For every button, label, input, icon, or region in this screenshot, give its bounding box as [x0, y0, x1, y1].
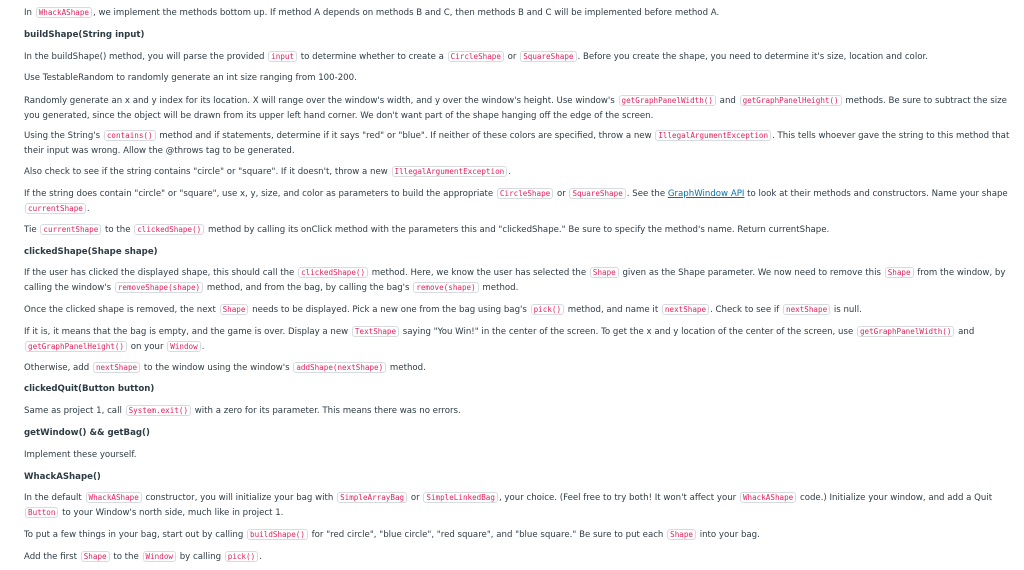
inline-code: clickedShape()	[134, 224, 204, 235]
whackashape-paragraph-1	[24, 491, 1016, 520]
inline-code: IllegalArgumentException	[655, 130, 771, 141]
inline-code: nextShape	[662, 304, 709, 315]
inline-code: Shape	[885, 267, 914, 278]
inline-code: contains()	[104, 130, 156, 141]
text-run: method.	[479, 282, 519, 293]
text-run: and	[955, 327, 975, 337]
clickedshape-paragraph-1	[24, 266, 1016, 295]
text-run: In the default	[24, 493, 85, 503]
text-run: getWindow() && getBag()	[24, 428, 150, 438]
clickedshape-paragraph-3	[24, 325, 1016, 354]
text-run: method, and name it	[565, 305, 661, 315]
text-run: to your Window's north side, much like in project 1.	[59, 507, 284, 518]
inline-code: remove(shape)	[413, 282, 478, 293]
intro-paragraph	[24, 6, 1016, 21]
text-run: Also check to see if the string contains "circle" or "square". If it doesn't, throw a new	[24, 167, 391, 177]
text-run: .	[201, 341, 205, 352]
inline-code: SimpleLinkedBag	[423, 492, 498, 503]
buildshape-paragraph-4	[24, 129, 1016, 158]
whackashape-heading	[24, 470, 1016, 485]
inline-code: WhackAShape	[86, 492, 142, 503]
text-run: method. Here, we know the user has selected the	[369, 268, 589, 278]
inline-code: SquareShape	[520, 51, 576, 62]
text-run: , your choice. (Feel free to try both! It won't affect your	[498, 493, 739, 503]
text-run: Use TestableRandom to randomly generate an int size ranging from 100-200.	[24, 73, 357, 83]
inline-code: getGraphPanelWidth()	[619, 95, 716, 106]
clickedquit-paragraph	[24, 404, 1016, 419]
buildshape-paragraph-3	[24, 94, 1016, 123]
text-run: to the	[102, 225, 134, 235]
inline-code: Shape	[667, 529, 696, 540]
whackashape-paragraph-2	[24, 528, 1016, 543]
text-run: In the buildShape() method, you will parse the provided	[24, 52, 268, 62]
text-run: Once the clicked shape is removed, the next	[24, 305, 219, 315]
clickedshape-heading	[24, 245, 1016, 260]
text-run: clickedQuit(Button button)	[24, 384, 155, 394]
inline-code: removeShape(shape)	[115, 282, 203, 293]
text-run: to determine whether to create a	[298, 52, 447, 62]
buildshape-paragraph-6	[24, 187, 1016, 216]
text-run: from the window, by calling the window's	[24, 268, 1006, 293]
inline-code: pick()	[225, 551, 258, 562]
text-run: If the string does contain "circle" or "square", use x, y, size, and color as parameters to build the appropriate	[24, 189, 496, 199]
text-run: Tie	[24, 225, 40, 235]
text-run: . This tells whoever gave the string to this method that their input was wrong. Allow the @throws tag to be generated.	[24, 131, 1010, 156]
text-run: by calling	[176, 552, 224, 562]
text-run: , we implement the methods bottom up. If method A depends on methods B and C, then methods B and C will be implemented before method A.	[93, 8, 720, 18]
inline-code: input	[268, 51, 297, 62]
buildshape-paragraph-2	[24, 71, 1016, 86]
text-run: methods. Be sure to subtract the size you generated, since the object will be drawn from its upper left hand corner. We don't want part of the shape hanging off the edge of the screen.	[24, 96, 1007, 121]
buildshape-paragraph-7	[24, 223, 1016, 238]
text-run: .	[259, 552, 262, 562]
text-run: to the	[110, 552, 142, 562]
text-run: To put a few things in your bag, start out by calling	[24, 530, 247, 540]
api-link[interactable]: GraphWindow API	[667, 189, 745, 199]
text-run: If it is, it means that the bag is empty, and the game is over. Display a new	[24, 327, 351, 337]
text-run: . Check to see if	[710, 305, 782, 315]
buildshape-heading	[24, 28, 1016, 43]
text-run: method.	[387, 363, 426, 373]
text-run: given as the Shape parameter. We now need to remove this	[619, 268, 884, 278]
inline-code: Button	[25, 507, 58, 518]
inline-code: Window	[167, 341, 200, 352]
whackashape-paragraph-3	[24, 550, 1016, 565]
inline-code: currentShape	[25, 203, 86, 214]
clickedshape-paragraph-4	[24, 361, 1016, 376]
text-run: and	[716, 96, 739, 106]
text-run: constructor, you will initialize your bag with	[142, 493, 337, 503]
getwindow-getbag-paragraph	[24, 448, 1016, 463]
text-run: In	[24, 8, 35, 18]
text-run: Add the first	[24, 552, 80, 562]
inline-code: CircleShape	[448, 51, 504, 62]
clickedquit-heading	[24, 382, 1016, 397]
text-run: for "red circle", "blue circle", "red square", and "blue square." Be sure to put each	[308, 530, 667, 540]
inline-code: Shape	[220, 304, 249, 315]
inline-code: nextShape	[93, 362, 140, 373]
inline-code: SimpleArrayBag	[337, 492, 407, 503]
inline-code: currentShape	[40, 224, 101, 235]
inline-code: Shape	[590, 267, 619, 278]
text-run: code.) Initialize your window, and add a Quit	[797, 493, 993, 503]
text-run: .	[508, 167, 511, 177]
text-run: buildShape(String input)	[24, 30, 145, 40]
inline-code: WhackAShape	[740, 492, 796, 503]
text-run: method and if statements, determine if it says "red" or "blue". If neither of these colors are specified, throw a new	[156, 131, 655, 141]
text-run: method, and from the bag, by calling the bag's	[204, 282, 413, 293]
inline-code: clickedShape()	[298, 267, 368, 278]
inline-code: Shape	[81, 551, 110, 562]
inline-code: getGraphPanelWidth()	[857, 326, 954, 337]
text-run: is null.	[831, 305, 862, 315]
text-run: . Before you create the shape, you need to determine it's size, location and color.	[577, 52, 928, 62]
text-run: .	[86, 203, 90, 214]
text-run: with a zero for its parameter. This means there was no errors.	[192, 406, 461, 416]
text-run: Otherwise, add	[24, 363, 92, 373]
inline-code: nextShape	[783, 304, 830, 315]
text-run: Randomly generate an x and y index for its location. X will range over the window's width, and y over the window's height. Use window's	[24, 96, 618, 106]
text-run: . See the	[626, 189, 668, 199]
inline-code: pick()	[531, 304, 564, 315]
inline-code: Window	[143, 551, 176, 562]
text-run: saying "You Win!" in the center of the screen. To get the x and y location of the center of the screen, use	[400, 327, 856, 337]
text-run: or	[408, 493, 423, 503]
buildshape-paragraph-5	[24, 165, 1016, 180]
inline-code: getGraphPanelHeight()	[740, 95, 842, 106]
text-run: needs to be displayed. Pick a new one from the bag using bag's	[249, 305, 530, 315]
text-run: Using the String's	[24, 131, 103, 141]
buildshape-paragraph-1	[24, 50, 1016, 65]
clickedshape-paragraph-2	[24, 303, 1016, 318]
text-run: or	[504, 52, 520, 62]
text-run: or	[554, 189, 569, 199]
text-run: WhackAShape()	[24, 472, 101, 482]
inline-code: buildShape()	[247, 529, 308, 540]
inline-code: IllegalArgumentException	[392, 166, 508, 177]
inline-code: addShape(nextShape)	[293, 362, 386, 373]
inline-code: getGraphPanelHeight()	[25, 341, 127, 352]
getwindow-getbag-heading	[24, 426, 1016, 441]
text-run: on your	[128, 341, 167, 352]
text-run: into your bag.	[696, 530, 760, 540]
text-run: If the user has clicked the displayed shape, this should call the	[24, 268, 298, 278]
inline-code: CircleShape	[497, 188, 553, 199]
text-run: clickedShape(Shape shape)	[24, 247, 158, 257]
inline-code: TextShape	[352, 326, 399, 337]
text-run: method by calling its onClick method with the parameters this and "clickedShape." Be sure to specify the method's name. Return currentShape.	[205, 225, 830, 235]
inline-code: System.exit()	[126, 405, 191, 416]
text-run: to look at their methods and constructors. Name your shape	[744, 189, 1008, 199]
inline-code: SquareShape	[569, 188, 625, 199]
inline-code: WhackAShape	[36, 7, 92, 18]
text-run: Same as project 1, call	[24, 406, 125, 416]
text-run: to the window using the window's	[141, 363, 293, 373]
text-run: Implement these yourself.	[24, 450, 137, 460]
